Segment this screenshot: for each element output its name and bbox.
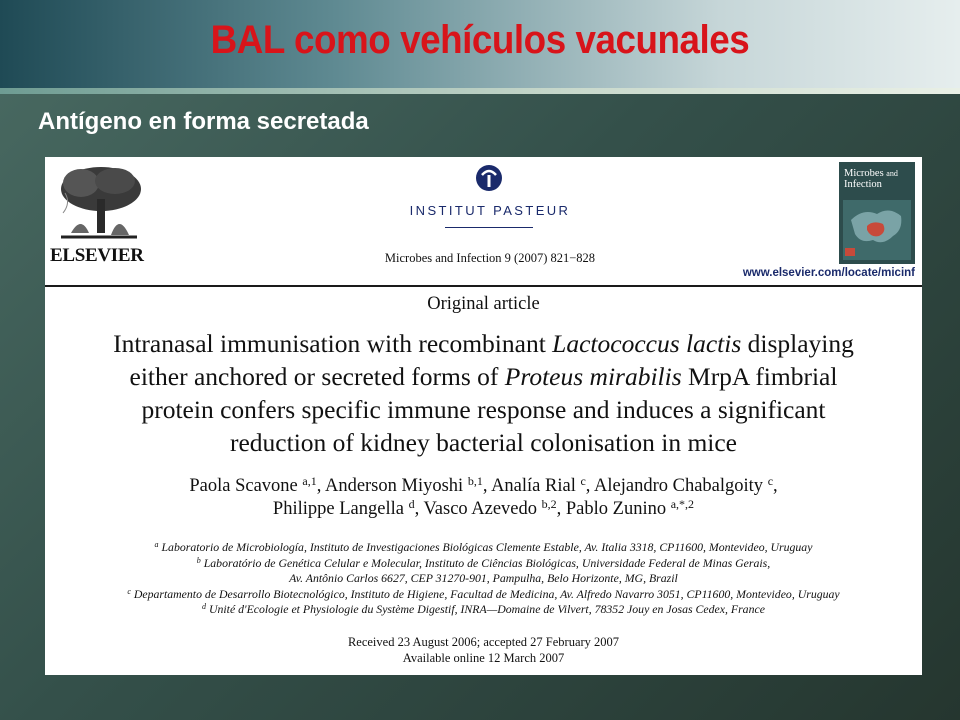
article-dates [45, 634, 922, 666]
author-name: Anderson Miyoshi [324, 476, 468, 496]
author-separator: , [585, 476, 595, 496]
institute-name: INSTITUT PASTEUR [409, 203, 571, 218]
article-title-line-2 [55, 360, 912, 393]
affiliation-item [75, 556, 892, 572]
cover-title [844, 168, 910, 190]
author-separator: , [414, 499, 424, 519]
author-separator: , [556, 499, 566, 519]
paper-screenshot [45, 157, 922, 675]
author-list [65, 475, 902, 521]
article-title-line-4: reduction of kidney bacterial colonisation in mice [230, 428, 737, 457]
received-date: Received 23 August 2006; accepted 27 February 2007 [347, 635, 620, 649]
article-type: Original article [427, 294, 540, 314]
cover-title-line2: Infection [844, 179, 882, 190]
author-affiliation-mark: c [767, 474, 774, 488]
author-affiliation-mark: d [408, 497, 415, 511]
author-separator: , [316, 476, 325, 496]
author-name: Philippe Langella [272, 499, 409, 519]
author-affiliation-mark: a,*,2 [670, 497, 695, 511]
title-l1-a: Intranasal immunisation with recombinant [113, 329, 553, 358]
slide-title: BAL como vehículos vacunales [210, 18, 750, 62]
journal-citation: Microbes and Infection 9 (2007) 821−828 [384, 251, 596, 265]
cover-map-icon [843, 200, 911, 260]
affiliation-text: Departamento de Desarrollo Biotecnológico, Instituto de Higiene, Facultad de Medicina, Av. Alfredo Navarro 3051, CP11600, Montevideo, Uruguay [133, 586, 840, 601]
title-l2-a: either anchored or secreted forms of [129, 362, 505, 391]
journal-url: www.elsevier.com/locate/micinf [742, 267, 915, 279]
author-line-2 [65, 498, 902, 521]
title-l2-species: Proteus mirabilis [504, 362, 682, 391]
article-title-line-3: protein confers specific immune response and induces a significant [141, 395, 826, 424]
author-name: Pablo Zunino [565, 499, 671, 519]
journal-header [45, 157, 922, 287]
affiliation-mark: c [127, 586, 131, 596]
title-l1-c: displaying [741, 329, 854, 358]
affiliation-text: Laboratorio de Microbiología, Instituto de Investigaciones Biológicas Clemente Estable, Av. Italia 3318, CP11600, Montevideo, Uruguay [161, 540, 813, 554]
article-title-line-1 [55, 327, 912, 360]
affiliation-item [75, 540, 892, 556]
affiliation-item [75, 571, 892, 587]
author-affiliation-mark: b,1 [467, 474, 483, 488]
affiliation-mark: d [202, 602, 207, 612]
cover-title-line1: Microbes [844, 168, 884, 179]
institute-rule [445, 227, 533, 228]
author-name: Paola Scavone [189, 476, 303, 496]
publisher-name: ELSEVIER [50, 245, 144, 266]
title-l2-c: MrpA fimbrial [681, 362, 838, 391]
affiliation-list [75, 540, 892, 618]
author-affiliation-mark: b,2 [541, 497, 557, 511]
author-name: Analía Rial [491, 476, 581, 496]
elsevier-tree-logo-icon [51, 163, 143, 241]
available-date: Available online 12 March 2007 [402, 651, 565, 665]
header-rule [45, 285, 922, 287]
author-line-1 [65, 475, 902, 498]
author-affiliation-mark: c [580, 474, 586, 488]
affiliation-text: Unité d'Ecologie et Physiologie du Système Digestif, INRA—Domaine de Vilvert, 78352 Jouy en Josas Cedex, France [208, 602, 765, 617]
affiliation-item [75, 587, 892, 603]
author-name: Vasco Azevedo [423, 499, 542, 519]
affiliation-text: Av. Antônio Carlos 6627, CEP 31270-901, Pampulha, Belo Horizonte, MG, Brazil [289, 571, 678, 586]
affiliation-mark: a [154, 540, 159, 549]
slide-subtitle: Antígeno en forma secretada [38, 108, 369, 135]
article-title [55, 327, 912, 459]
author-affiliation-mark: a,1 [302, 474, 317, 488]
journal-cover [839, 162, 915, 264]
author-separator: , [482, 476, 492, 496]
pasteur-logo-icon [472, 163, 506, 193]
title-underline [0, 88, 960, 94]
cover-title-and: and [886, 169, 898, 178]
author-name: Alejandro Chabalgoity [594, 476, 768, 496]
affiliation-mark: b [196, 555, 201, 565]
affiliation-text: Laboratório de Genética Celular e Molecular, Instituto de Ciências Biológicas, Universidade Federal de Minas Gerais, [203, 555, 771, 570]
title-l1-species: Lactococcus lactis [552, 329, 742, 358]
affiliation-item [75, 602, 892, 618]
author-separator: , [773, 476, 778, 496]
